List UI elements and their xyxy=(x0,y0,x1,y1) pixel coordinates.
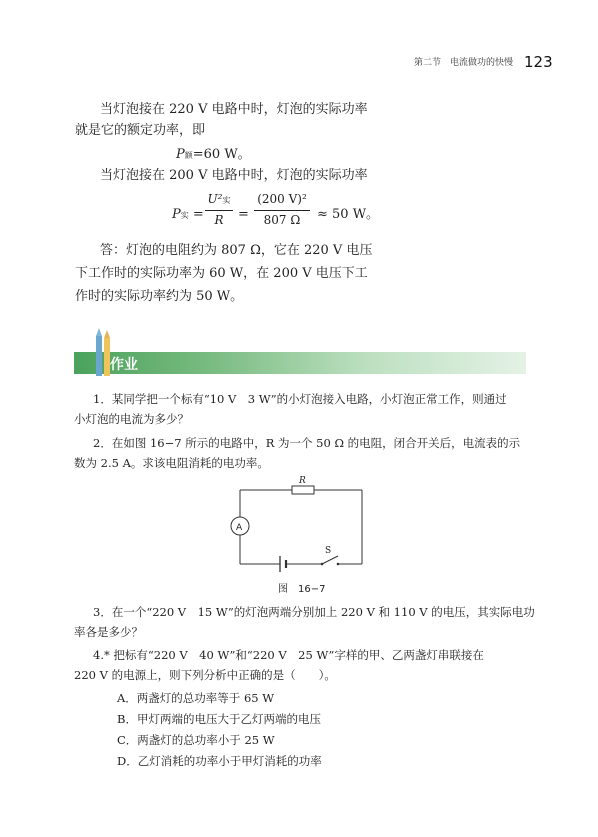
question-1-line-1: 1．某同学把一个标有“10 V 3 W”的小灯泡接入电路，小灯泡正常工作，则通过 xyxy=(93,392,507,406)
homework-banner xyxy=(74,352,526,374)
formula-p: P xyxy=(176,147,185,162)
formula-rated-power xyxy=(176,145,251,166)
answer-line-2: 下工作时的实际功率为 60 W，在 200 V 电压下工 xyxy=(75,266,368,281)
formula-actual-power xyxy=(172,192,380,238)
example-line-2: 就是它的额定功率，即 xyxy=(75,123,206,138)
fraction-1-denominator: R xyxy=(214,213,224,227)
question-2-line-2: 数为 2.5 A。求该电阻消耗的电功率。 xyxy=(74,456,269,470)
question-3-line-1: 3．在一个“220 V 15 W”的灯泡两端分别加上 220 V 和 110 V 的电压，其实际电功 xyxy=(93,605,535,619)
running-header-section: 第二节 电流做功的快慢 xyxy=(414,58,514,68)
switch-contact-right xyxy=(337,563,340,566)
question-4-line-2: 220 V 的电源上，则下列分析中正确的是（ ）。 xyxy=(74,668,336,682)
fraction-1-numerator: U²实 xyxy=(205,192,233,211)
example-line-3: 当灯泡接在 200 V 电路中时，灯泡的实际功率 xyxy=(100,168,368,183)
question-4-line-1: 4.* 把标有“220 V 40 W”和“220 V 25 W”字样的甲、乙两盏灯串联接在 xyxy=(93,648,484,662)
ammeter-label: A xyxy=(236,523,243,533)
question-3-line-2: 率各是多少？ xyxy=(74,625,143,639)
switch-contact-left xyxy=(321,563,324,566)
resistor-label: R xyxy=(299,476,306,486)
formula2-p: P xyxy=(172,207,181,222)
question-1-line-2: 小灯泡的电流为多少？ xyxy=(74,412,189,426)
fraction-2-numerator: (200 V)² xyxy=(254,192,310,211)
option-a: A．两盏灯的总功率等于 65 W xyxy=(117,691,275,705)
option-b: B．甲灯两端的电压大于乙灯两端的电压 xyxy=(117,712,321,726)
question-2-line-1: 2．在如图 16−7 所示的电路中，R 为一个 50 Ω 的电阻，闭合开关后，电流表的示 xyxy=(93,436,521,450)
homework-title: 作业 xyxy=(110,357,138,373)
figure-caption: 图 16−7 xyxy=(278,584,326,595)
example-line-1: 当灯泡接在 220 V 电路中时，灯泡的实际功率 xyxy=(100,102,368,117)
circuit-diagram xyxy=(228,476,368,576)
switch-blade xyxy=(322,556,338,564)
formula2-eq2: = xyxy=(238,207,249,222)
answer-line-3: 作时的实际功率约为 50 W。 xyxy=(75,289,244,304)
page-number: 123 xyxy=(524,53,553,71)
formula2-sub: 实 xyxy=(180,211,189,220)
option-c: C．两盏灯的总功率小于 25 W xyxy=(117,733,275,747)
formula2-eq: = xyxy=(192,207,204,222)
formula2-approx: ≈ 50 W。 xyxy=(317,207,380,222)
answer-line-1: 答：灯泡的电阻约为 807 Ω，它在 220 V 电压 xyxy=(100,243,373,258)
formula-rest: =60 W。 xyxy=(192,147,251,162)
switch-label: S xyxy=(325,546,332,556)
formula-sub: 额 xyxy=(184,151,193,160)
resistor xyxy=(292,486,314,494)
fraction-2-denominator: 807 Ω xyxy=(263,213,301,227)
option-d: D．乙灯消耗的功率小于甲灯消耗的功率 xyxy=(117,754,322,768)
